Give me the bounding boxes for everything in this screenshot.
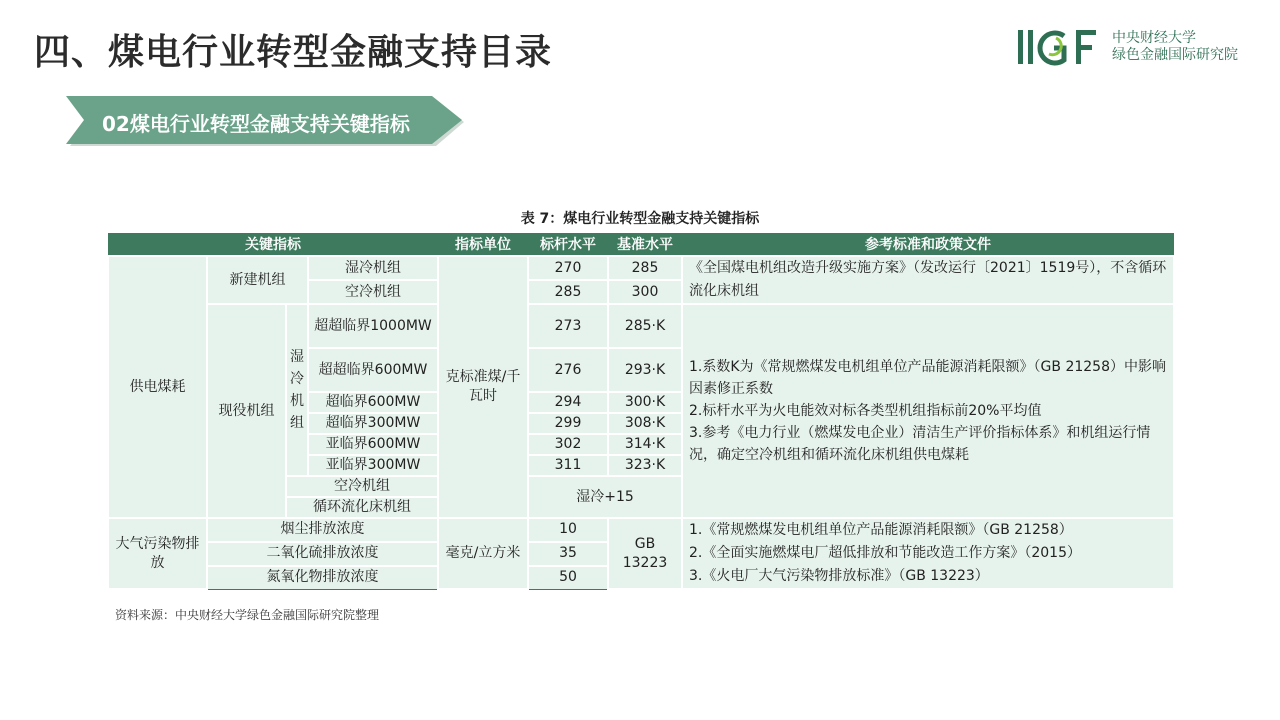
row-benchmark: 273 [528,304,608,348]
table-row [108,304,1174,348]
section-banner [66,96,466,148]
row-base: 314·K [608,434,682,455]
header-ref: 参考标准和政策文件 [682,233,1174,256]
row-base: 300·K [608,392,682,413]
row-name: 烟尘排放浓度 [207,518,438,542]
row-base: 285 [608,256,682,280]
ref-line: 3.参考《电力行业（燃煤发电企业）清洁生产评价指标体系》和机组运行情况，确定空冷机组和循环流化床机组供电煤耗 [689,425,1151,463]
row-name: 亚临界300MW [308,455,438,476]
row-base: 300 [608,280,682,304]
row-benchmark: 10 [528,518,608,542]
air-cooled-label: 空冷机组 [286,476,438,497]
row-base: 308·K [608,413,682,434]
logo-text [1112,30,1238,64]
row-benchmark: 50 [528,566,608,589]
air-base: GB 13223 [608,518,682,589]
ref-line: 3.《火电厂大气污染物排放标准》（GB 13223） [689,568,989,584]
cfb-label: 循环流化床机组 [286,497,438,518]
air-unit: 毫克/立方米 [438,518,528,589]
row-base: 285·K [608,304,682,348]
header-unit: 指标单位 [438,233,528,256]
wet-cold-label [286,304,308,476]
row-name: 超临界600MW [308,392,438,413]
row-benchmark: 285 [528,280,608,304]
iigf-logo-icon [1016,28,1104,68]
row-benchmark: 276 [528,348,608,392]
table-row [108,518,1174,542]
air-pollutant-label: 大气污染物排放 [108,518,207,589]
banner-text: 02煤电行业转型金融支持关键指标 [102,112,410,136]
row-name: 氮氧化物排放浓度 [207,566,438,589]
supply-coal-label: 供电煤耗 [108,256,207,518]
header-indicator: 关键指标 [108,233,438,256]
source-note: 资料来源：中央财经大学绿色金融国际研究院整理 [115,608,380,622]
logo-line2: 绿色金融国际研究院 [1112,47,1238,63]
ref-existing-units [682,304,1174,518]
row-benchmark: 270 [528,256,608,280]
row-benchmark: 294 [528,392,608,413]
table-row [108,256,1174,280]
row-benchmark: 302 [528,434,608,455]
row-name: 二氧化硫排放浓度 [207,542,438,566]
wet-cold-vertical-text: 湿冷机组 [290,349,304,431]
row-benchmark: 299 [528,413,608,434]
new-units-label: 新建机组 [207,256,308,304]
row-name: 超临界300MW [308,413,438,434]
ref-line: 2.《全面实施燃煤电厂超低排放和节能改造工作方案》（2015） [689,545,1081,561]
ref-line: 1.《常规燃煤发电机组单位产品能源消耗限额》（GB 21258） [689,522,1073,538]
row-name: 超超临界1000MW [308,304,438,348]
ref-air [682,518,1174,589]
row-benchmark: 311 [528,455,608,476]
row-benchmark: 35 [528,542,608,566]
row-name: 湿冷机组 [308,256,438,280]
ref-line: 2.标杆水平为火电能效对标各类型机组指标前20%平均值 [689,403,1042,419]
row-base: 323·K [608,455,682,476]
ref-new-units: 《全国煤电机组改造升级实施方案》（发改运行〔2021〕1519号），不含循环流化床机组 [682,256,1174,304]
indicator-table [107,233,1175,590]
supply-unit: 克标准煤/千瓦时 [438,256,528,518]
extra-value: 湿冷+15 [528,476,682,518]
row-name: 空冷机组 [308,280,438,304]
page-title: 四、煤电行业转型金融支持目录 [34,32,553,73]
row-name: 亚临界600MW [308,434,438,455]
row-base: 293·K [608,348,682,392]
ref-line: 1.系数K为《常规燃煤发电机组单位产品能源消耗限额》（GB 21258）中影响因素修正系数 [689,359,1166,397]
header-benchmark: 标杆水平 [528,233,608,256]
existing-units-label: 现役机组 [207,304,286,518]
header-base: 基准水平 [608,233,682,256]
logo-line1: 中央财经大学 [1112,30,1196,46]
row-name: 超超临界600MW [308,348,438,392]
table-header-row [108,233,1174,256]
table-caption: 表 7：煤电行业转型金融支持关键指标 [520,211,760,227]
